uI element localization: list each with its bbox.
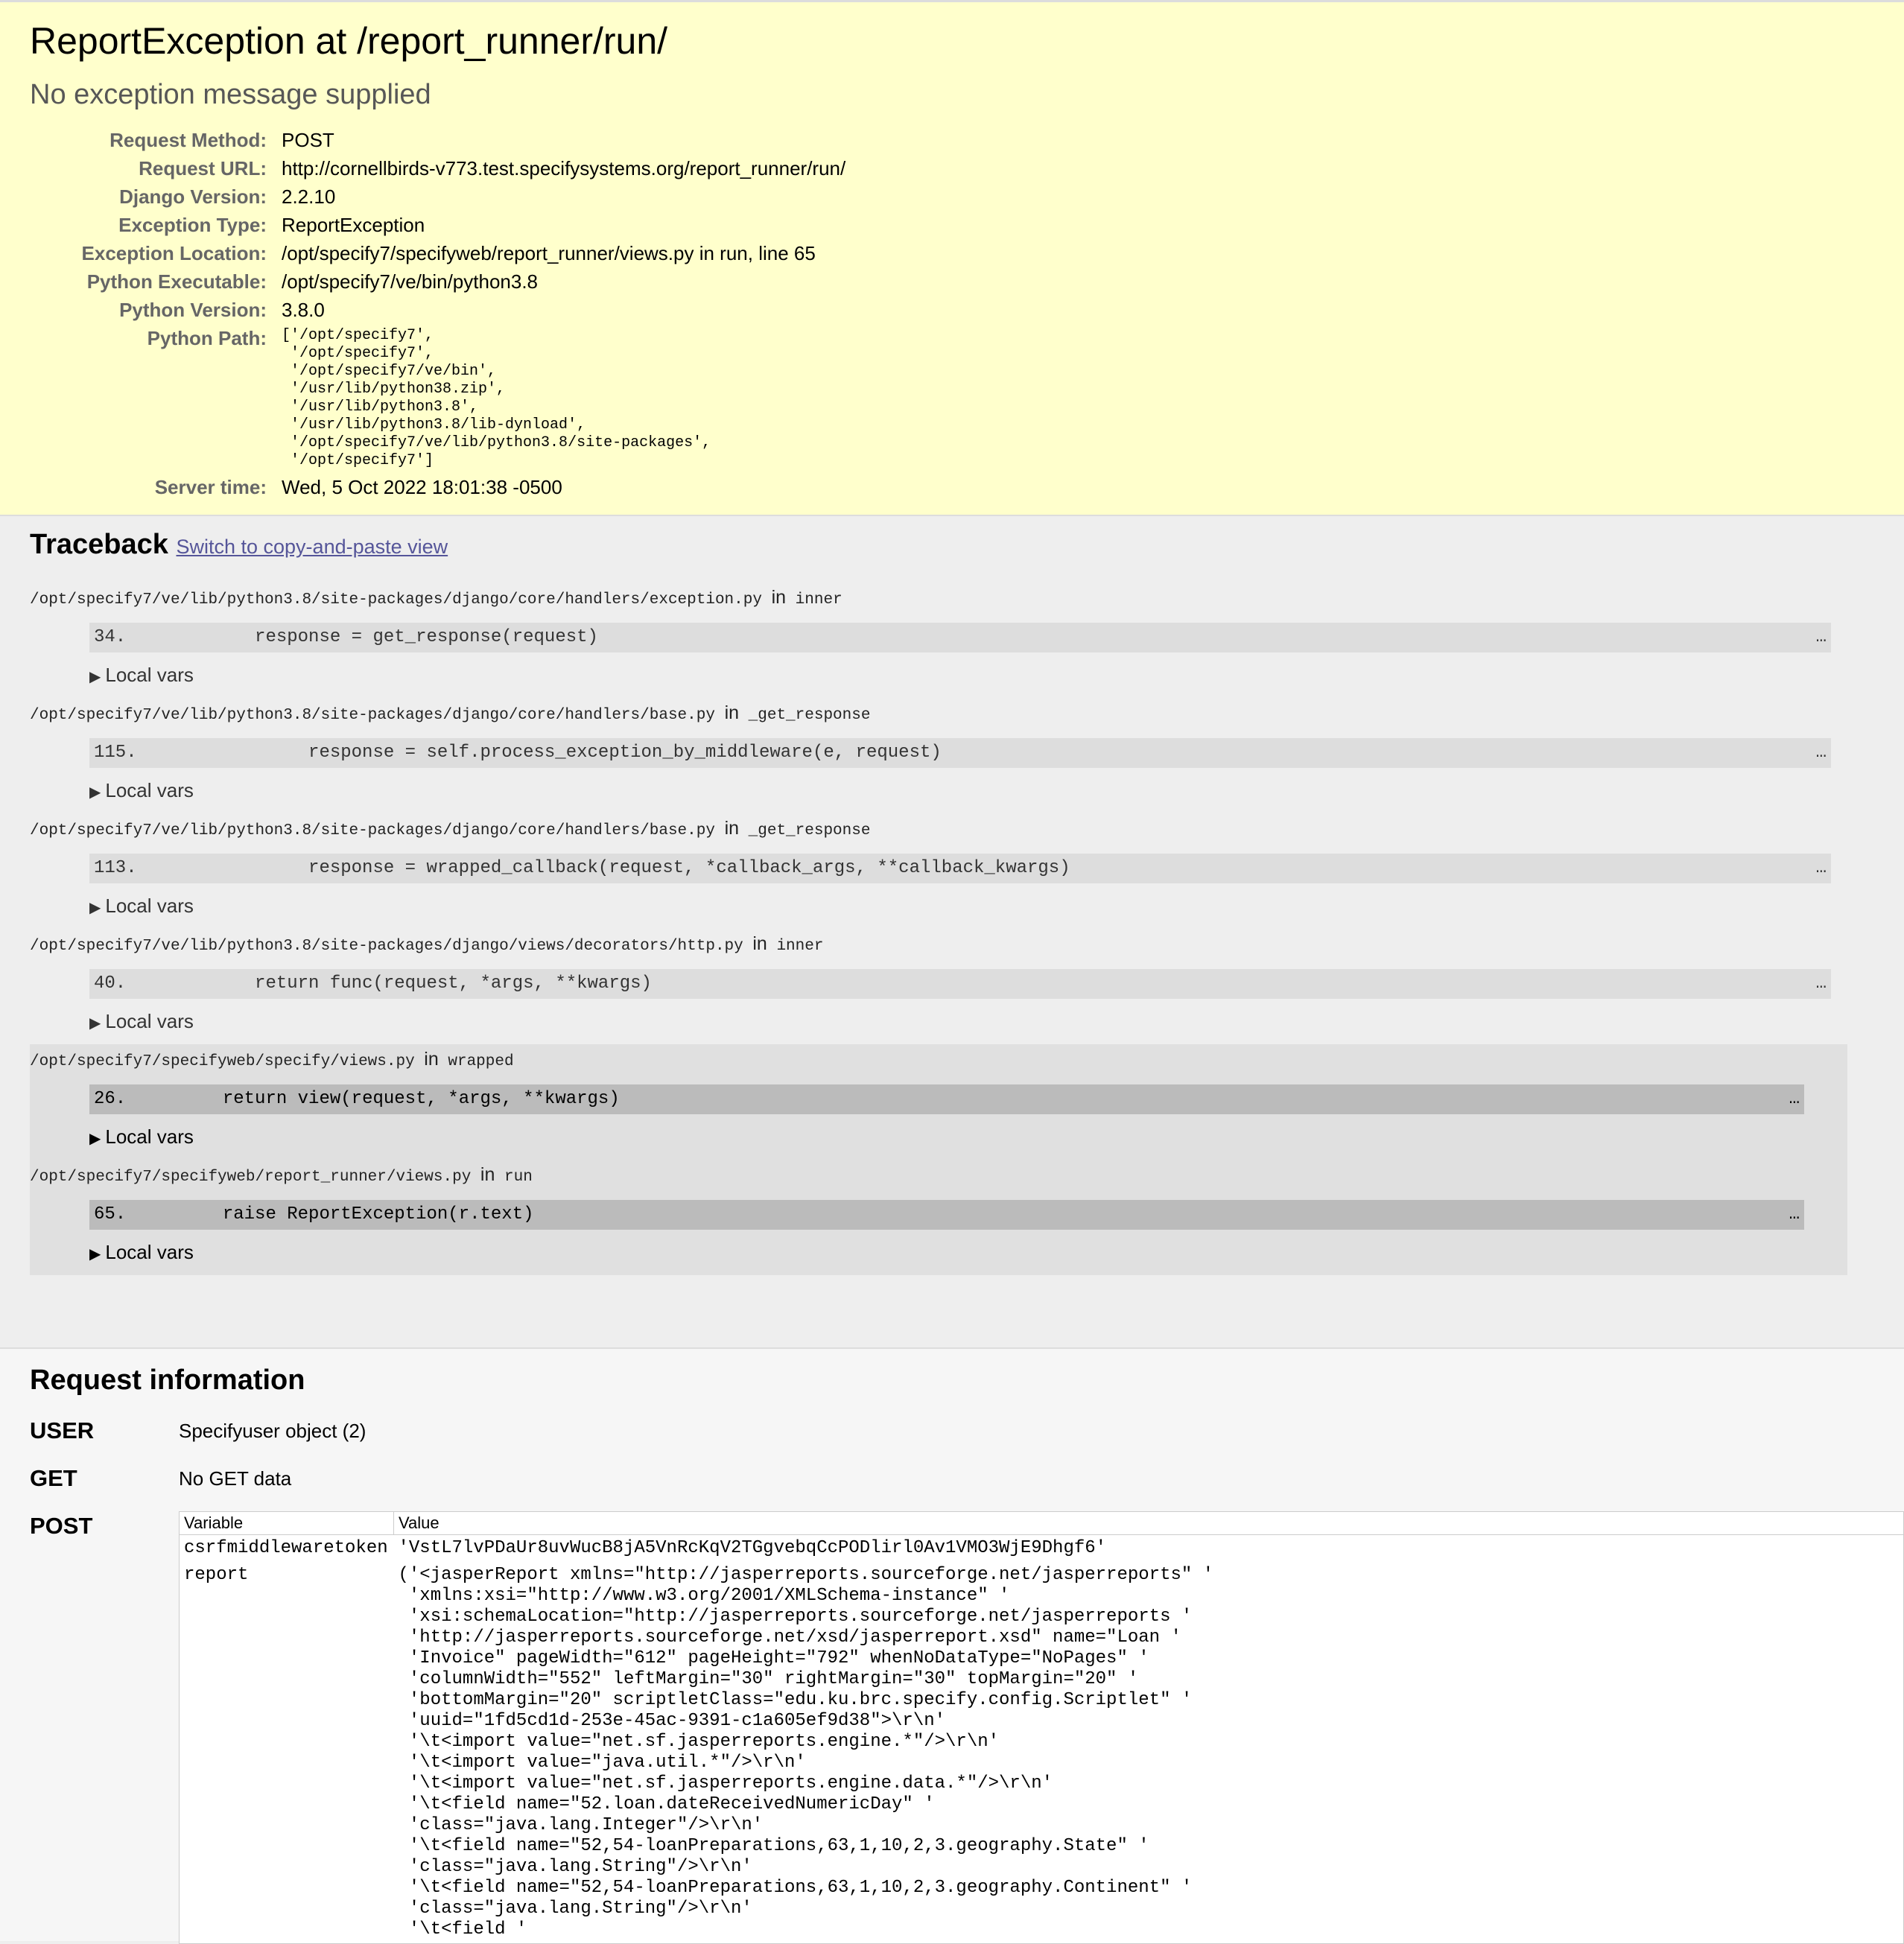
frame-file: /opt/specify7/ve/lib/python3.8/site-packages/django/views/decorators/http.py <box>30 938 743 955</box>
post-variable: csrfmiddlewaretoken <box>184 1538 388 1558</box>
meta-label: Exception Location: <box>81 242 267 264</box>
local-vars-label: Local vars <box>105 1125 194 1148</box>
post-row <box>30 1511 1904 1944</box>
line-number: 65. <box>94 1204 127 1224</box>
user-row <box>30 1416 1904 1446</box>
user-label: USER <box>30 1417 95 1443</box>
line-number: 115. <box>94 743 137 763</box>
meta-row <box>30 239 845 267</box>
traceback-frames <box>30 582 1874 1275</box>
meta-row <box>30 296 845 324</box>
meta-value: POST <box>282 129 334 151</box>
frame-file: /opt/specify7/specifyweb/specify/views.py <box>30 1053 415 1070</box>
frame-context-line[interactable] <box>89 738 1831 768</box>
line-number: 40. <box>94 973 127 994</box>
post-label: POST <box>30 1513 93 1539</box>
meta-value: /opt/specify7/ve/bin/python3.8 <box>282 270 539 293</box>
frame-context-line[interactable] <box>89 854 1831 883</box>
frame-location <box>30 813 1874 843</box>
meta-label: Python Executable: <box>86 270 267 293</box>
local-vars-toggle[interactable] <box>89 663 1874 689</box>
expand-context-ellipsis[interactable]: … <box>1789 1089 1800 1109</box>
meta-value: http://cornellbirds-v773.test.specifysystems.org/report_runner/run/ <box>282 157 846 180</box>
frame-location <box>30 698 1874 728</box>
exception-message: No exception message supplied <box>30 79 431 110</box>
code-text: return func(request, *args, **kwargs) <box>126 973 652 994</box>
code-text: response = self.process_exception_by_middleware(e, request) <box>136 743 942 763</box>
request-meta-table <box>30 126 845 501</box>
traceback-title: Traceback <box>30 529 168 560</box>
code-text: response = wrapped_callback(request, *callback_args, **callback_kwargs) <box>136 858 1070 878</box>
post-header-variable: Variable <box>180 1512 394 1535</box>
expand-context-ellipsis[interactable]: … <box>1815 858 1827 878</box>
local-vars-toggle[interactable] <box>89 1125 1847 1151</box>
expand-context-ellipsis[interactable]: … <box>1815 973 1827 994</box>
user-value: Specifyuser object (2) <box>179 1420 366 1442</box>
meta-value: 2.2.10 <box>282 185 336 208</box>
line-number: 34. <box>94 627 127 647</box>
line-number: 113. <box>94 858 137 878</box>
meta-label: Python Version: <box>119 299 267 321</box>
post-variable: report <box>184 1565 249 1585</box>
request-information-section <box>0 1349 1904 1941</box>
meta-label: Django Version: <box>119 185 267 208</box>
frame-file: /opt/specify7/specifyweb/report_runner/views.py <box>30 1169 472 1186</box>
table-row <box>180 1562 1904 1944</box>
frame-context-line[interactable] <box>89 969 1831 999</box>
meta-value: 3.8.0 <box>282 299 325 321</box>
meta-row <box>30 126 845 154</box>
meta-label: Request Method: <box>110 129 267 151</box>
request-info-title: Request information <box>30 1365 305 1396</box>
post-header-value: Value <box>394 1512 1904 1535</box>
local-vars-label: Local vars <box>105 664 194 686</box>
page-title: ReportException at /report_runner/run/ <box>30 20 668 62</box>
line-number: 26. <box>94 1089 127 1109</box>
frame-in-word: in <box>724 702 740 723</box>
post-value: ('<jasperReport xmlns="http://jasperreports.sourceforge.net/jasperreports" ' 'xmlns:xsi="http://www.w3.org/2001/XMLSchema-instance" ' 'xsi:schemaLocation="http://jasperreports.sourceforge.net/jasperreports ' 'http://jasperreports.sourceforge.net/xsd/jasperreport.xsd" name="Loan ' 'Invoice" pageWidth="612" pageHeight="792" whenNoDataType="NoPages" ' 'columnWidth="552" leftMargin="30" rightMargin="30" topMargin="20" ' 'bottomMargin="20" scriptletClass="edu.ku.brc.specify.config.Scriptlet" ' 'uuid="1fd5cd1d-253e-45ac-9391-c1a605ef9d38">\r\n' '\t<import value="net.sf.jasperreports.engine.*"/>\r\n' '\t<import value="java.util.*"/>\r\n' '\t<import value="net.sf.jasperreports.engine.data.*"/>\r\n' '\t<field name="52.loan.dateReceivedNumericDay" ' 'class="java.lang.Integer"/>\r\n' '\t<field name="52,54-loanPreparations,63,1,10,2,3.geography.State" ' 'class="java.lang.String"/>\r\n' '\t<field name="52,54-loanPreparations,63,1,10,2,3.geography.Continent" ' 'class="java.lang.String"/>\r\n' '\t<field ' <box>398 1565 1214 1940</box>
traceback-frame <box>30 929 1874 1044</box>
frame-function: inner <box>795 591 842 609</box>
frame-in-word: in <box>480 1164 495 1185</box>
frame-in-word: in <box>424 1049 439 1070</box>
traceback-frame <box>30 698 1874 813</box>
meta-row <box>30 211 845 239</box>
get-row <box>30 1464 1904 1493</box>
meta-value: ReportException <box>282 214 425 236</box>
meta-label: Exception Type: <box>118 214 267 236</box>
get-value: No GET data <box>179 1467 292 1490</box>
meta-label: Python Path: <box>147 327 267 349</box>
meta-row-server-time <box>30 473 845 501</box>
traceback-frame <box>30 582 1874 698</box>
triangle-right-icon: ▶ <box>89 1246 101 1262</box>
frame-function: _get_response <box>748 707 871 724</box>
frame-file: /opt/specify7/ve/lib/python3.8/site-packages/django/core/handlers/base.py <box>30 822 715 839</box>
triangle-right-icon: ▶ <box>89 669 101 685</box>
meta-row <box>30 182 845 211</box>
frame-function: run <box>504 1169 533 1186</box>
frame-location <box>30 582 1874 612</box>
frame-location <box>30 1160 1847 1189</box>
post-data-table <box>179 1511 1904 1944</box>
frame-context-line[interactable] <box>89 1084 1804 1114</box>
code-text: return view(request, *args, **kwargs) <box>126 1089 620 1109</box>
local-vars-toggle[interactable] <box>89 1240 1847 1266</box>
frame-context-line[interactable] <box>89 623 1831 652</box>
frame-file: /opt/specify7/ve/lib/python3.8/site-packages/django/core/handlers/base.py <box>30 707 715 724</box>
table-row <box>180 1535 1904 1563</box>
local-vars-toggle[interactable] <box>89 1009 1874 1035</box>
frame-in-word: in <box>771 587 787 608</box>
local-vars-label: Local vars <box>105 895 194 917</box>
local-vars-label: Local vars <box>105 1010 194 1032</box>
frame-location <box>30 929 1874 959</box>
meta-label: Server time: <box>154 476 267 498</box>
frame-function: wrapped <box>448 1053 514 1070</box>
triangle-right-icon: ▶ <box>89 1131 101 1147</box>
local-vars-toggle[interactable] <box>89 894 1874 920</box>
expand-context-ellipsis[interactable]: … <box>1815 627 1827 647</box>
get-label: GET <box>30 1465 77 1491</box>
frame-context-line[interactable] <box>89 1200 1804 1230</box>
meta-row-python-path <box>30 324 845 473</box>
triangle-right-icon: ▶ <box>89 784 101 801</box>
meta-row <box>30 154 845 182</box>
triangle-right-icon: ▶ <box>89 900 101 916</box>
frame-function: _get_response <box>748 822 871 839</box>
switch-to-copy-paste-link[interactable]: Switch to copy-and-paste view <box>176 536 448 558</box>
expand-context-ellipsis[interactable]: … <box>1815 743 1827 763</box>
post-value: 'VstL7lvPDaUr8uvWucB8jA5VnRcKqV2TGgvebqCcPODlirl0Av1VMO3WjE9Dhgf6' <box>398 1538 1107 1558</box>
code-text: response = get_response(request) <box>126 627 598 647</box>
code-text: raise ReportException(r.text) <box>126 1204 534 1224</box>
traceback-frame <box>30 813 1874 929</box>
post-table-header <box>180 1512 1904 1535</box>
meta-value: /opt/specify7/specifyweb/report_runner/views.py in run, line 65 <box>282 242 816 264</box>
meta-label: Request URL: <box>139 157 267 180</box>
triangle-right-icon: ▶ <box>89 1015 101 1032</box>
frame-location <box>30 1044 1847 1074</box>
frame-function: inner <box>776 938 824 955</box>
summary-panel <box>0 0 1904 516</box>
local-vars-toggle[interactable] <box>89 778 1874 804</box>
local-vars-label: Local vars <box>105 1241 194 1263</box>
traceback-section <box>0 516 1904 1349</box>
frame-in-word: in <box>724 818 740 839</box>
traceback-frame <box>30 1160 1847 1275</box>
expand-context-ellipsis[interactable]: … <box>1789 1204 1800 1224</box>
frame-file: /opt/specify7/ve/lib/python3.8/site-packages/django/core/handlers/exception.py <box>30 591 762 609</box>
meta-row <box>30 267 845 296</box>
traceback-frame <box>30 1044 1847 1160</box>
traceback-heading <box>30 527 1874 565</box>
local-vars-label: Local vars <box>105 779 194 801</box>
frame-in-word: in <box>752 933 767 954</box>
server-time-value: Wed, 5 Oct 2022 18:01:38 -0500 <box>282 476 562 498</box>
python-path-value: ['/opt/specify7', '/opt/specify7', '/opt/specify7/ve/bin', '/usr/lib/python38.zip', '/usr/lib/python3.8', '/usr/lib/python3.8/lib-dynload', '/opt/specify7/ve/lib/python3.8/site-packages', '/opt/specify7'] <box>282 327 711 469</box>
